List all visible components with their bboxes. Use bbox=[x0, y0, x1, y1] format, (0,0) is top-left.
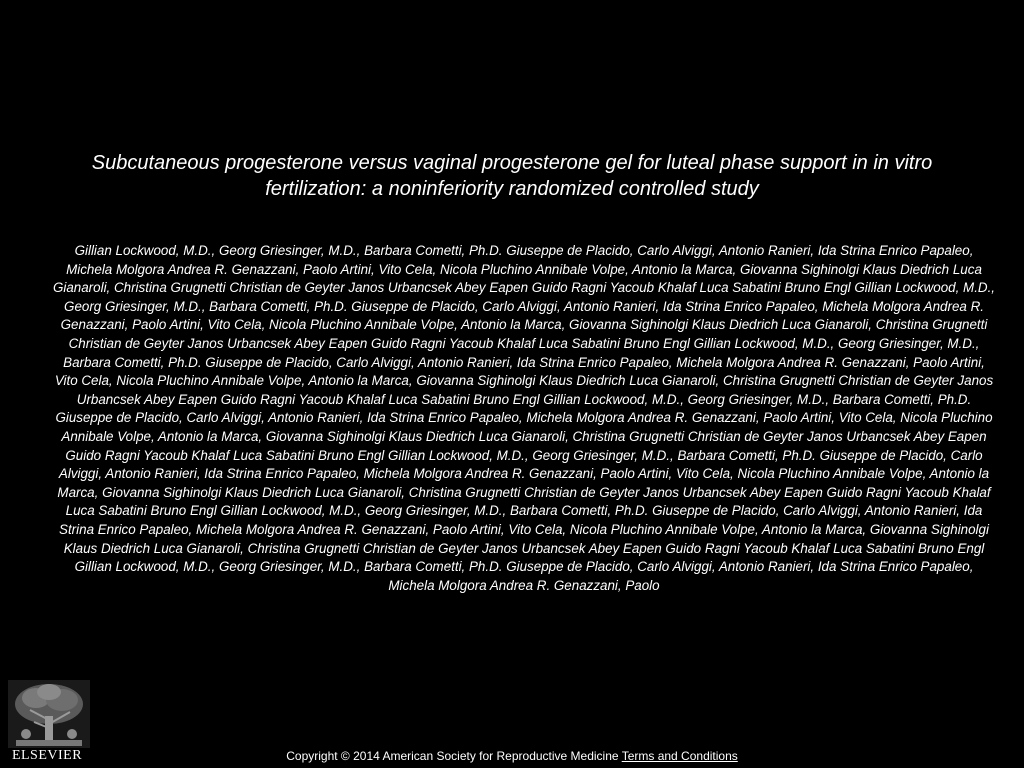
paper-title: Subcutaneous progesterone versus vaginal progesterone gel for luteal phase support in in vitro fertilization: a noninferiority randomized controlled study bbox=[91, 152, 933, 200]
copyright-text: Copyright © 2014 American Society for Reproductive Medicine bbox=[286, 749, 619, 763]
elsevier-wordmark: ELSEVIER bbox=[4, 748, 90, 764]
terms-and-conditions-link[interactable]: Terms and Conditions bbox=[621, 749, 738, 763]
copyright-line bbox=[0, 749, 1024, 763]
elsevier-tree-icon bbox=[8, 680, 90, 750]
author-list: Gillian Lockwood, M.D., Georg Griesinger, M.D., Barbara Cometti, Ph.D. Giuseppe de Placido, Carlo Alviggi, Antonio Ranieri, Ida Strina Enrico Papaleo, Michela Molgora Andrea R. Genazzani, Paolo Artini, Vito Cela, Nicola Pluchino Annibale Volpe, Antonio la Marca, Giovanna Sighinolgi Klaus Diedrich Luca Gianaroli, Christina Grugnetti Christian de Geyter Janos Urbancsek Abey Eapen Guido Ragni Yacoub Khalaf Luca Sabatini Bruno Engl Gillian Lockwood, M.D., Georg Griesinger, M.D., Barbara Cometti, Ph.D. Giuseppe de Placido, Carlo Alviggi, Antonio Ranieri, Ida Strina Enrico Papaleo, Michela Molgora Andrea R. Genazzani, Paolo Artini, Vito Cela, Nicola Pluchino Annibale Volpe, Antonio la Marca, Giovanna Sighinolgi Klaus Diedrich Luca Gianaroli, Christina Grugnetti Christian de Geyter Janos Urbancsek Abey Eapen Guido Ragni Yacoub Khalaf Luca Sabatini Bruno Engl Gillian Lockwood, M.D., Georg Griesinger, M.D., Barbara Cometti, Ph.D. Giuseppe de Placido, Carlo Alviggi, Antonio Ranieri, Ida Strina Enrico Papaleo, Michela Molgora Andrea R. Genazzani, Paolo Artini, Vito Cela, Nicola Pluchino Annibale Volpe, Antonio la Marca, Giovanna Sighinolgi Klaus Diedrich Luca Gianaroli, Christina Grugnetti Christian de Geyter Janos Urbancsek Abey Eapen Guido Ragni Yacoub Khalaf Luca Sabatini Bruno Engl Gillian Lockwood, M.D., Georg Griesinger, M.D., Barbara Cometti, Ph.D. Giuseppe de Placido, Carlo Alviggi, Antonio Ranieri, Ida Strina Enrico Papaleo, Michela Molgora Andrea R. Genazzani, Paolo Artini, Vito Cela, Nicola Pluchino Annibale Volpe, Antonio la Marca, Giovanna Sighinolgi Klaus Diedrich Luca Gianaroli, Christina Grugnetti Christian de Geyter Janos Urbancsek Abey Eapen Guido Ragni Yacoub Khalaf Luca Sabatini Bruno Engl Gillian Lockwood, M.D., Georg Griesinger, M.D., Barbara Cometti, Ph.D. Giuseppe de Placido, Carlo Alviggi, Antonio Ranieri, Ida Strina Enrico Papaleo, Michela Molgora Andrea R. Genazzani, Paolo Artini, Vito Cela, Nicola Pluchino Annibale Volpe, Antonio la Marca, Giovanna Sighinolgi Klaus Diedrich Luca Gianaroli, Christina Grugnetti Christian de Geyter Janos Urbancsek Abey Eapen Guido Ragni Yacoub Khalaf Luca Sabatini Bruno Engl Gillian Lockwood, M.D., Georg Griesinger, M.D., Barbara Cometti, Ph.D. Giuseppe de Placido, Carlo Alviggi, Antonio Ranieri, Ida Strina Enrico Papaleo, Michela Molgora Andrea R. Genazzani, Paolo Artini, Vito Cela, Nicola Pluchino Annibale Volpe, Antonio la Marca, Giovanna Sighinolgi Klaus Diedrich Luca Gianaroli, Christina Grugnetti Christian de Geyter Janos Urbancsek Abey Eapen Guido Ragni Yacoub Khalaf Luca Sabatini Bruno Engl Gillian Lockwood, M.D., Georg Griesinger, M.D., Barbara Cometti, Ph.D. Giuseppe de Placido, Carlo Alviggi, Antonio Ranieri, Ida Strina Enrico Papaleo, Michela Molgora Andrea R. Genazzani, Paolo bbox=[52, 243, 996, 593]
